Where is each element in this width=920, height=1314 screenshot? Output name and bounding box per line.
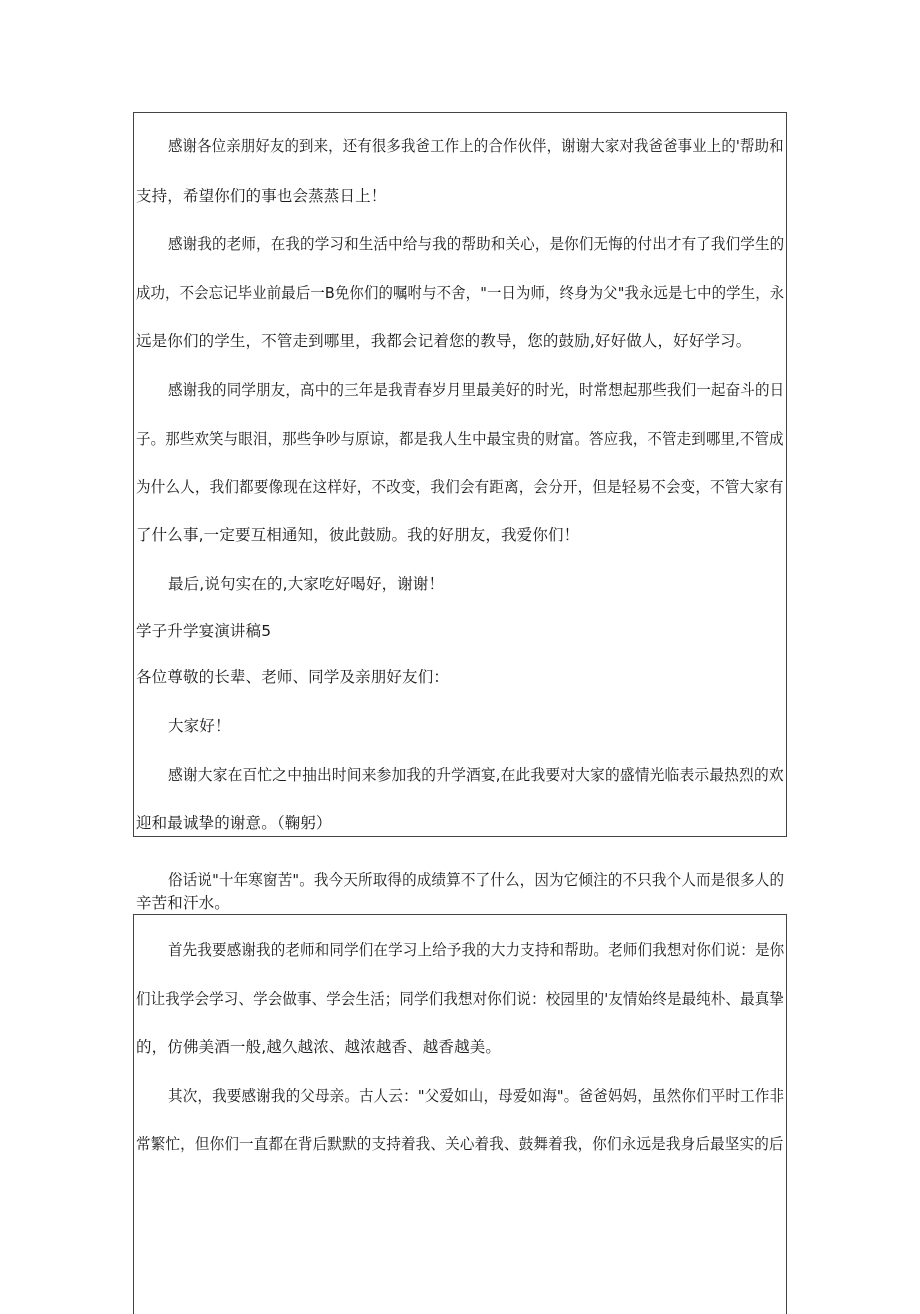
- paragraph-line: 感谢我的老师，在我的学习和生活中给与我的帮助和关心，是你们无悔的付出才有了我们学生的: [168, 235, 785, 253]
- paragraph-line: 俗话说"十年寒窗苦"。我今天所取得的成绩算不了什么，因为它倾注的不只我个人而是很多人的: [168, 871, 785, 889]
- paragraph-line: 常繁忙，但你们一直都在背后默默的支持着我、关心着我、鼓舞着我，你们永远是我身后最坚实的后: [136, 1135, 784, 1153]
- paragraph-line: 感谢我的同学朋友，高中的三年是我青春岁月里最美好的时光，时常想起那些我们一起奋斗的日: [168, 381, 785, 399]
- section-heading: 学子升学宴演讲稿5: [136, 622, 272, 640]
- paragraph-line: 的，仿佛美酒一般,越久越浓、越浓越香、越香越美。: [136, 1038, 502, 1056]
- paragraph-line: 为什么人，我们都要像现在这样好，不改变，我们会有距离，会分开，但是轻易不会变，不管大家有: [136, 478, 784, 496]
- paragraph-line: 感谢大家在百忙之中抽出时间来参加我的升学酒宴,在此我要对大家的盛情光临表示最热烈的欢: [168, 766, 784, 784]
- text-frame-2: [133, 914, 787, 1314]
- paragraph-line: 远是你们的学生，不管走到哪里，我都会记着您的教导，您的鼓励,好好做人，好好学习。: [136, 332, 752, 350]
- salutation: 各位尊敬的长辈、老师、同学及亲朋好友们：: [136, 668, 450, 686]
- paragraph-line: 子。那些欢笑与眼泪，那些争吵与原谅，都是我人生中最宝贵的财富。答应我，不管走到哪里,不管成: [136, 430, 784, 448]
- paragraph-line: 成功，不会忘记毕业前最后一B免你们的嘱咐与不舍，"一日为师，终身为父"我永远是七中的学生，永: [136, 284, 785, 302]
- greeting: 大家好！: [168, 717, 231, 735]
- text-frame-1: [133, 112, 787, 837]
- paragraph-line: 其次，我要感谢我的父母亲。古人云："父爱如山，母爱如海"。爸爸妈妈，虽然你们平时工作非: [168, 1087, 785, 1105]
- paragraph-line: 们让我学会学习、学会做事、学会生活；同学们我想对你们说：校园里的'友情始终是最纯朴、最真挚: [136, 990, 785, 1008]
- paragraph-line: 最后,说句实在的,大家吃好喝好，谢谢！: [168, 575, 445, 593]
- paragraph-line: 辛苦和汗水。: [136, 894, 230, 912]
- paragraph-line: 首先我要感谢我的老师和同学们在学习上给予我的大力支持和帮助。老师们我想对你们说：是你: [168, 941, 785, 959]
- paragraph-line: 迎和最诚挚的谢意。（鞠躬）: [136, 814, 332, 832]
- paragraph-line: 了什么事,一定要互相通知，彼此鼓励。我的好朋友，我爱你们！: [136, 526, 580, 544]
- paragraph-line: 感谢各位亲朋好友的到来，还有很多我爸工作上的合作伙伴，谢谢大家对我爸爸事业上的'帮助和: [168, 137, 784, 155]
- paragraph-line: 支持，希望你们的事也会蒸蒸日上！: [136, 187, 387, 205]
